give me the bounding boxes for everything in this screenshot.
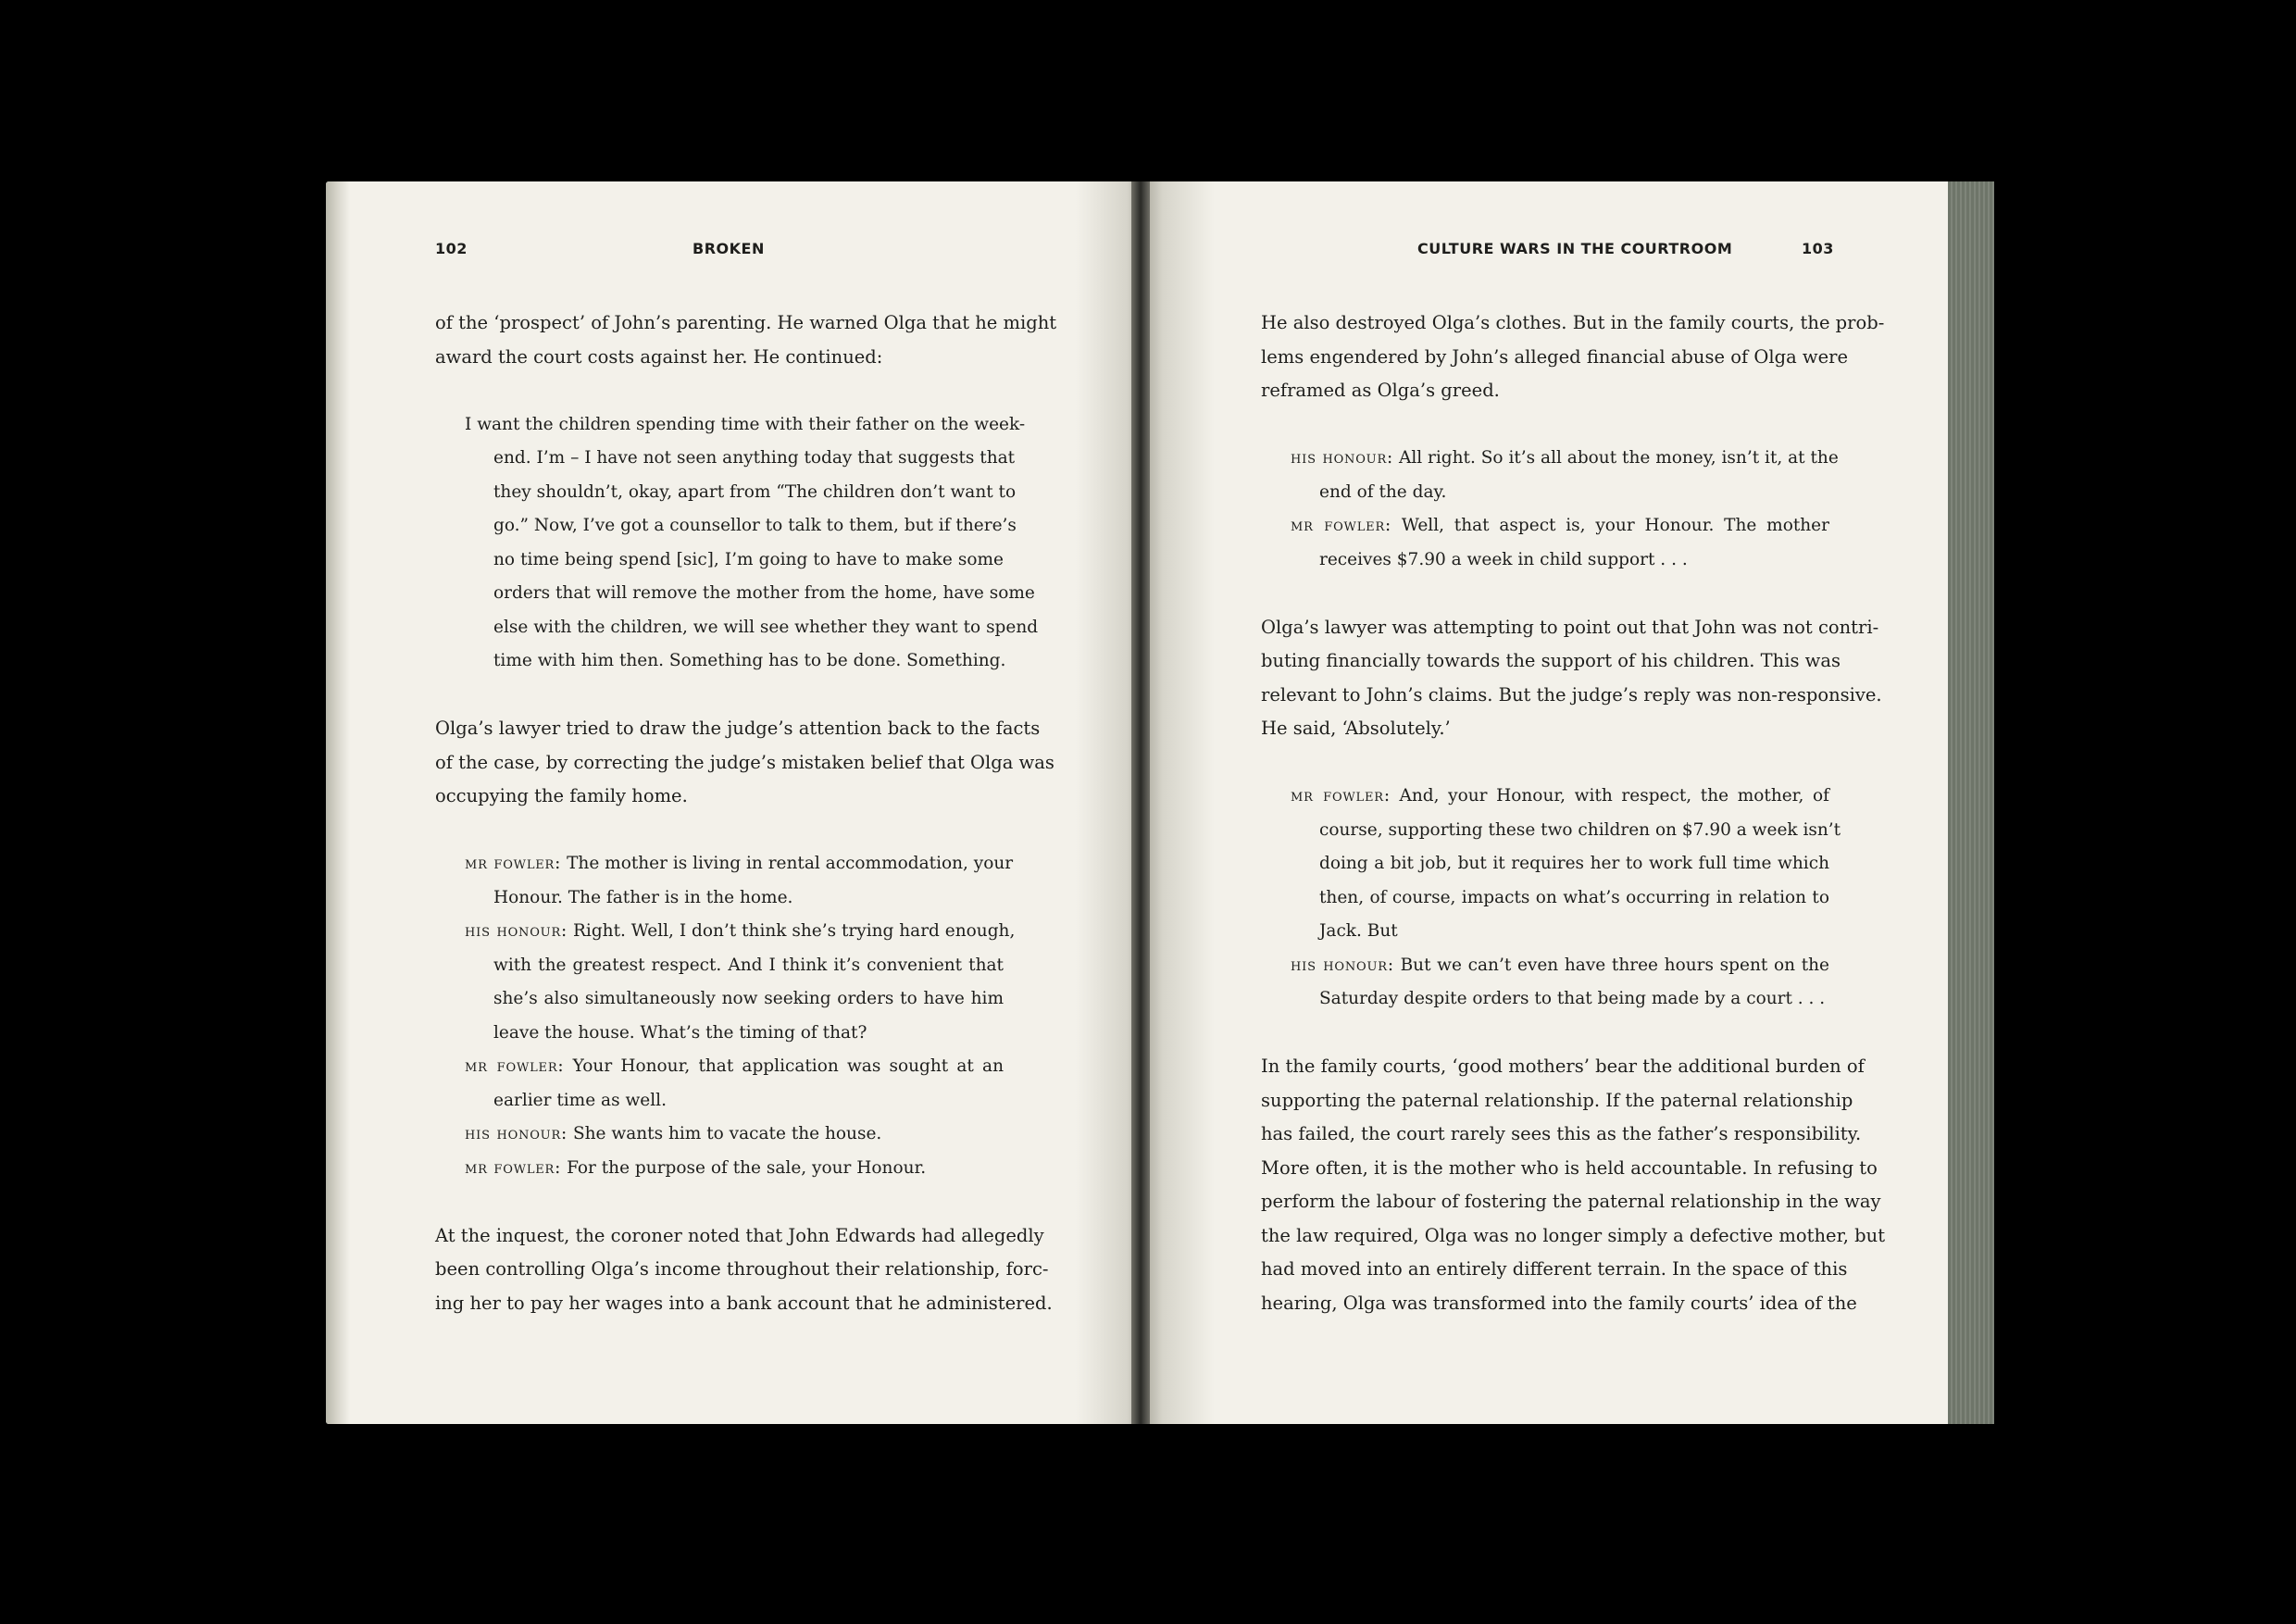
speech-text: she’s also simultaneously now seeking orders to have him: [493, 989, 1004, 1008]
text-line: award the court costs against her. He continued:: [435, 345, 883, 368]
speaker-name: his honour:: [1291, 448, 1394, 468]
text-line: He also destroyed Olga’s clothes. But in the family courts, the prob-: [1261, 312, 1885, 333]
paragraph: [1261, 611, 1882, 746]
paragraph: [435, 1219, 1053, 1321]
block-gap: [435, 814, 1004, 848]
quote-line: else with the children, we will see whether they want to spend: [493, 617, 1039, 637]
paragraph: [1261, 306, 1885, 408]
paragraph: [435, 712, 1054, 814]
speech-text: For the purpose of the sale, your Honour.: [567, 1157, 927, 1178]
quote-line: no time being spend [sic], I’m going to have to make some: [493, 549, 1004, 569]
speech-text: Jack. But: [1319, 921, 1398, 941]
quote-line: time with him then. Something has to be done. Something.: [493, 651, 1006, 670]
text-line: relevant to John’s claims. But the judge’s reply was non-responsive.: [1261, 683, 1882, 706]
transcript-dialogue: [1261, 780, 1841, 1017]
speech-text: doing a bit job, but it requires her to work full time which: [1319, 854, 1829, 873]
speech-text: Right. Well, I don’t think she’s trying hard enough,: [572, 921, 1016, 941]
open-book: [326, 181, 1994, 1424]
dialogue-line: [465, 1084, 1004, 1118]
page-body: [1261, 306, 1886, 1320]
page-number: 102: [435, 240, 468, 257]
dialogue-line: [1291, 915, 1829, 949]
quote-line: go.” Now, I’ve got a counsellor to talk to them, but if there’s: [493, 516, 1017, 535]
text-line: of the case, by correcting the judge’s mistaken belief that Olga was: [435, 751, 1054, 773]
block-quote: [435, 408, 1039, 679]
dialogue-line: [465, 982, 1004, 1017]
text-line: lems engendered by John’s alleged financial abuse of Olga were: [1261, 345, 1848, 368]
dialogue-line: [1291, 881, 1829, 916]
speech-text: Honour. The father is in the home.: [493, 887, 793, 907]
text-line: has failed, the court rarely sees this as the father’s responsibility.: [1261, 1123, 1862, 1144]
speaker-name: mr fowler:: [465, 1056, 565, 1076]
text-line: More often, it is the mother who is held accountable. In refusing to: [1261, 1156, 1878, 1179]
dialogue-line: [1291, 814, 1841, 848]
paragraph: [1261, 1050, 1886, 1320]
dialogue-line: [465, 1017, 1004, 1051]
dialogue-line: [1291, 509, 1829, 543]
dialogue-line: [1291, 949, 1829, 983]
text-line: occupying the family home.: [435, 785, 688, 806]
text-line: reframed as Olga’s greed.: [1261, 380, 1500, 401]
speaker-name: mr fowler:: [465, 1157, 562, 1178]
speech-text: with the greatest respect. And I think it’s convenient that: [493, 955, 1004, 975]
speech-text: leave the house. What’s the timing of that?: [493, 1022, 867, 1043]
speech-text: earlier time as well.: [493, 1090, 667, 1110]
page-body: [435, 306, 1057, 1320]
dialogue-line: [465, 949, 1004, 983]
text-line: buting financially towards the support of his children. This was: [1261, 650, 1841, 671]
speech-text: Saturday despite orders to that being made by a court . . .: [1319, 989, 1826, 1008]
text-line: had moved into an entirely different terrain. In the space of this: [1261, 1258, 1848, 1280]
block-gap: [1261, 577, 1829, 611]
speaker-name: mr fowler:: [1291, 786, 1391, 806]
paragraph: [435, 306, 1057, 374]
speaker-name: his honour:: [465, 1124, 568, 1143]
quote-line: I want the children spending time with their father on the week-: [465, 414, 1026, 434]
speaker-name: mr fowler:: [465, 854, 562, 873]
text-line: At the inquest, the coroner noted that John Edwards had allegedly: [435, 1224, 1044, 1246]
dialogue-line: [465, 1050, 1004, 1084]
speaker-name: mr fowler:: [1291, 516, 1392, 535]
speaker-name: his honour:: [465, 921, 568, 941]
text-line: In the family courts, ‘good mothers’ bear the additional burden of: [1261, 1056, 1865, 1077]
dialogue-line: [1291, 780, 1829, 814]
block-gap: [1261, 1017, 1829, 1051]
dialogue-line: [1291, 982, 1829, 1017]
speech-text: receives $7.90 a week in child support . . .: [1319, 549, 1688, 569]
quote-line: they shouldn’t, okay, apart from “The children don’t want to: [493, 481, 1017, 502]
text-line: He said, ‘Absolutely.’: [1261, 718, 1451, 739]
text-line: Olga’s lawyer was attempting to point out that John was not contri-: [1261, 616, 1879, 638]
block-gap: [435, 374, 1004, 408]
dialogue-line: [1291, 847, 1829, 881]
running-head: BROKEN: [693, 240, 765, 257]
transcript-dialogue: [1261, 442, 1839, 577]
page-number: 103: [1802, 240, 1834, 257]
speech-text: course, supporting these two children on $7.90 a week isn’t: [1319, 819, 1841, 840]
text-line: been controlling Olga’s income throughout their relationship, forc-: [435, 1258, 1049, 1280]
speech-text: But we can’t even have three hours spent on the: [1400, 955, 1829, 975]
block-gap: [1261, 746, 1829, 781]
text-line: perform the labour of fostering the paternal relationship in the way: [1261, 1191, 1881, 1212]
speech-text: The mother is living in rental accommodation, your: [567, 854, 1014, 873]
page-edges: [1948, 181, 1994, 1424]
speech-text: She wants him to vacate the house.: [572, 1124, 882, 1143]
quote-line: orders that will remove the mother from the home, have some: [493, 583, 1035, 603]
dialogue-line: [465, 881, 1004, 916]
speech-text: Your Honour, that application was sought at an: [572, 1056, 1004, 1076]
text-line: Olga’s lawyer tried to draw the judge’s attention back to the facts: [435, 718, 1041, 739]
speech-text: And, your Honour, with respect, the mother, of: [1399, 786, 1829, 806]
dialogue-line: [465, 915, 1016, 949]
transcript-dialogue: [435, 847, 1016, 1185]
speech-text: All right. So it’s all about the money, isn’t it, at the: [1398, 448, 1839, 468]
speech-text: Well, that aspect is, your Honour. The mother: [1401, 516, 1829, 535]
text-line: ing her to pay her wages into a bank account that he administered.: [435, 1292, 1053, 1314]
speech-text: then, of course, impacts on what’s occurring in relation to: [1319, 887, 1829, 907]
running-head: CULTURE WARS IN THE COURTROOM: [1417, 240, 1733, 257]
dialogue-line: [1291, 543, 1829, 578]
block-gap: [1261, 408, 1829, 443]
dialogue-line: [465, 1152, 1004, 1186]
block-gap: [435, 1185, 1004, 1219]
text-line: hearing, Olga was transformed into the family courts’ idea of the: [1261, 1292, 1857, 1314]
left-page: [326, 181, 1141, 1424]
text-line: supporting the paternal relationship. If the paternal relationship: [1261, 1089, 1853, 1111]
speech-text: end of the day.: [1319, 481, 1447, 502]
text-line: of the ‘prospect’ of John’s parenting. He warned Olga that he might: [435, 312, 1057, 333]
dialogue-line: [465, 847, 1014, 881]
speaker-name: his honour:: [1291, 955, 1394, 975]
book-gutter: [1131, 181, 1150, 1424]
right-page: [1141, 181, 1948, 1424]
dialogue-line: [1291, 442, 1839, 476]
quote-line: end. I’m – I have not seen anything today that suggests that: [493, 448, 1016, 468]
dialogue-line: [1291, 476, 1829, 510]
block-gap: [435, 679, 1004, 713]
text-line: the law required, Olga was no longer simply a defective mother, but: [1261, 1224, 1886, 1246]
dialogue-line: [465, 1118, 1004, 1152]
